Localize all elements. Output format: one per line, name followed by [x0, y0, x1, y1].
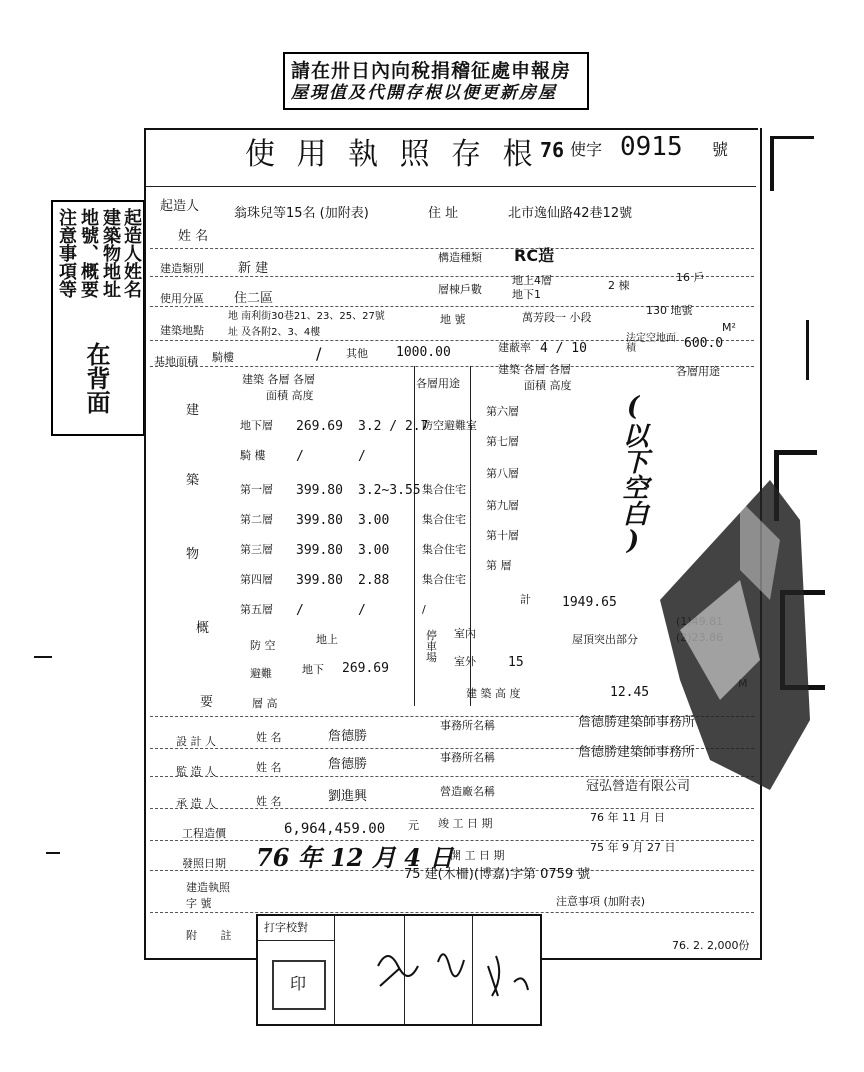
scan-smudge	[620, 460, 820, 820]
floor-use: 集合住宅	[422, 483, 466, 496]
zone-value: 住二區	[234, 291, 274, 306]
floor-right-name: 第六層	[486, 405, 519, 418]
designer-name-label: 姓 名	[256, 731, 282, 744]
side-label-2: 築	[186, 473, 200, 488]
print-note: 76. 2. 2,000份	[672, 939, 750, 952]
finish-value: 76 年 11 月 日	[590, 811, 665, 824]
floor-right-name: 第七層	[486, 435, 519, 448]
cost-unit: 元	[408, 819, 419, 832]
finish-label: 竣 工 日 期	[438, 817, 493, 830]
form-word: 使字	[570, 140, 603, 159]
seal-stamp	[272, 960, 326, 1010]
designer-office: 詹德勝建築師事務所	[578, 715, 696, 730]
top-stamp-line1: 請在卅日內向稅捐稽征處申報房	[291, 60, 572, 82]
designer-office-label: 事務所名稱	[440, 719, 495, 732]
notes-label: 附 註	[186, 929, 242, 942]
notes-attention: 注意事項 (加附表)	[556, 895, 646, 908]
floor-area: 399.80	[296, 483, 343, 498]
floors-label: 層棟戶數	[438, 283, 482, 296]
floor-height: 3.00	[358, 513, 390, 528]
supervisor-name-label: 姓 名	[256, 761, 282, 774]
floor-height: /	[358, 603, 366, 618]
type-value: 新 建	[238, 261, 269, 276]
thead-c1: 建築 各層 各層	[242, 373, 315, 386]
zone-label: 使用分區	[160, 292, 204, 305]
floor-area: /	[296, 449, 304, 464]
contractor-firm: 冠弘營造有限公司	[586, 779, 691, 794]
floor-name: 第二層	[240, 513, 273, 526]
thead-c5: 面積 高度	[524, 379, 572, 392]
side-stamp	[51, 200, 145, 436]
floor-area: 399.80	[296, 543, 343, 558]
issue-label: 發照日期	[182, 857, 226, 870]
floor-name: 地下層	[240, 419, 273, 432]
site-label: 建築地點	[160, 324, 204, 337]
owner-addr-label: 住 址	[428, 206, 459, 221]
floor-name: 騎 樓	[240, 449, 266, 462]
site-m2: M²	[722, 321, 736, 334]
floor-right-name: 第十層	[486, 529, 519, 542]
parking-indoor: 室內	[454, 627, 476, 640]
lot-number: 130 地號	[646, 304, 693, 317]
units: 16 戶	[676, 271, 705, 284]
lot-label: 地 號	[440, 313, 466, 326]
other-label: 其他	[346, 347, 368, 360]
thead-c2: 面積 高度	[266, 389, 314, 402]
proof-box	[256, 914, 542, 1026]
ratio-label: 建蔽率	[498, 341, 531, 354]
type-label: 建造類別	[160, 262, 204, 275]
side-stamp-big: 在背面	[82, 342, 111, 414]
floor-height: 3.2~3.55	[358, 483, 421, 498]
thead-c4: 建築 各層 各層	[498, 363, 571, 376]
parking-outdoor: 室外	[454, 655, 476, 668]
site-line1: 地 南利街30巷21、23、25、27號	[228, 311, 385, 322]
floor-height: 3.2 / 2.7	[358, 419, 429, 434]
thead-c6: 各層用途	[676, 365, 720, 378]
side-label-1: 建	[186, 403, 200, 418]
owner-value: 翁珠兒等15名 (加附表)	[234, 206, 369, 221]
floor-area: /	[296, 603, 304, 618]
lot-section: 萬芳段一 小段	[522, 311, 592, 324]
blank-mark: (以下空白)	[618, 392, 648, 556]
supervisor-office: 詹德勝建築師事務所	[578, 745, 696, 760]
form-title: 使 用 執 照 存 根	[245, 137, 539, 172]
shelter-down-val: 269.69	[342, 661, 389, 676]
total-value: 1949.65	[562, 595, 617, 610]
floor-area: 399.80	[296, 573, 343, 588]
ratio-value: 4 / 10	[540, 341, 587, 356]
form-number: 0915	[620, 132, 683, 162]
area-label: 基地面積	[154, 355, 198, 368]
signature-marks	[338, 926, 538, 1026]
top-stamp	[283, 52, 589, 110]
top-stamp-line2: 屋現值及代開存根以便更新房屋	[291, 83, 557, 103]
supervisor-label: 監 造 人	[176, 765, 216, 778]
arcade-label: 騎樓	[212, 351, 234, 364]
open-value: 600.0	[684, 336, 724, 351]
open-label: 法定空地面積	[626, 333, 676, 354]
floor-use: 集合住宅	[422, 513, 466, 526]
owner-addr: 北市逸仙路42巷12號	[508, 206, 633, 221]
contractor-name: 劉進興	[328, 789, 368, 804]
start-label: 開 工 日 期	[450, 849, 505, 862]
side-stamp-col1: 起造人姓名	[121, 208, 142, 298]
floor-use: 防空避難室	[422, 419, 477, 432]
parking-label: 停車場	[426, 629, 437, 664]
supervisor-name: 詹德勝	[328, 757, 368, 772]
struct-label: 構造種類	[438, 251, 482, 264]
height-value: 12.45	[610, 685, 650, 700]
floor-height: 3.00	[358, 543, 390, 558]
issue-value: 76 年 12 月 4 日	[256, 843, 454, 872]
thead-c3: 各層用途	[416, 377, 460, 390]
owner-label2: 姓 名	[178, 229, 209, 244]
floor-use: 集合住宅	[422, 573, 466, 586]
side-stamp-col3: 地號、概要	[78, 208, 99, 298]
permit-label2: 字 號	[186, 897, 212, 910]
designer-name: 詹德勝	[328, 729, 368, 744]
contractor-firm-label: 營造廠名稱	[440, 785, 495, 798]
seal-text: 印	[290, 974, 307, 993]
height-label2: 建 築 高 度	[466, 687, 521, 700]
floor-height: /	[358, 449, 366, 464]
shelter-evac: 避難	[250, 667, 272, 680]
floor-name: 第四層	[240, 573, 273, 586]
other-value: 1000.00	[396, 345, 451, 360]
start-value: 75 年 9 月 27 日	[590, 841, 676, 854]
floors-up: 地上4層	[512, 274, 552, 287]
floor-right-name: 第九層	[486, 499, 519, 512]
site-line2: 址 及各附2、3、4樓	[228, 327, 321, 338]
floors-down: 地下1	[512, 288, 541, 301]
proof-label: 打字校對	[264, 921, 308, 934]
supervisor-office-label: 事務所名稱	[440, 751, 495, 764]
floor-name: 第一層	[240, 483, 273, 496]
total-label: 計	[520, 593, 531, 606]
contractor-name-label: 姓 名	[256, 795, 282, 808]
form-year: 76	[540, 138, 565, 162]
designer-label: 設 計 人	[176, 735, 216, 748]
contractor-label: 承 造 人	[176, 797, 216, 810]
cost-label: 工程造價	[182, 827, 226, 840]
floor-area: 399.80	[296, 513, 343, 528]
roof-label: 屋頂突出部分	[572, 633, 638, 646]
struct-value: RC造	[514, 246, 555, 265]
floor-area: 269.69	[296, 419, 343, 434]
floor-right-name: 第八層	[486, 467, 519, 480]
floor-use: /	[422, 603, 426, 616]
shelter-up: 地上	[316, 633, 338, 646]
height-label1: 層 高	[252, 697, 278, 710]
buildings: 2 棟	[608, 279, 630, 292]
floor-name: 第五層	[240, 603, 273, 616]
side-label-3: 物	[186, 547, 200, 562]
side-label-5: 要	[200, 695, 214, 710]
cost-value: 6,964,459.00	[284, 821, 386, 837]
side-stamp-col4: 注意事項等	[56, 208, 77, 298]
form-suffix: 號	[712, 140, 729, 159]
owner-label1: 起造人	[160, 199, 200, 214]
floor-right-name: 第 層	[486, 559, 512, 572]
side-stamp-col2: 建築物地址	[100, 208, 121, 298]
shelter-label: 防 空	[250, 639, 276, 652]
side-label-4: 概	[196, 621, 210, 636]
floor-height: 2.88	[358, 573, 390, 588]
parking-outdoor-val: 15	[508, 655, 524, 670]
floor-name: 第三層	[240, 543, 273, 556]
permit-label1: 建造執照	[186, 881, 230, 894]
floor-use: 集合住宅	[422, 543, 466, 556]
shelter-down: 地下	[302, 663, 324, 676]
permit-value: 75 建(木柵)(博嘉)字第 0759 號	[404, 867, 591, 882]
